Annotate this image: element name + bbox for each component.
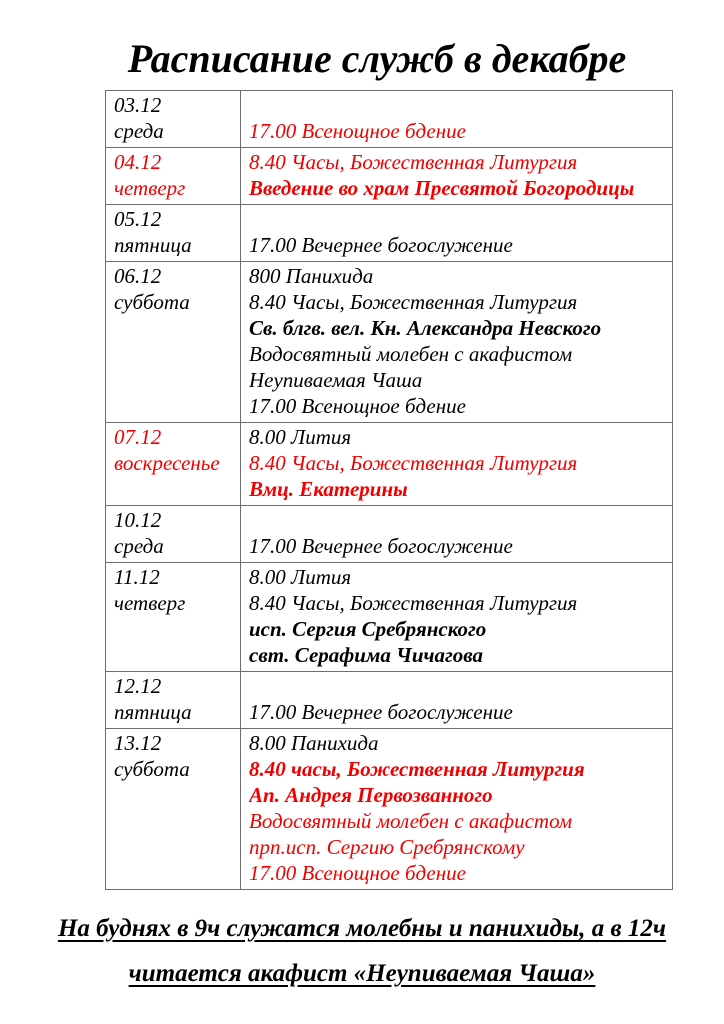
table-row bbox=[106, 423, 673, 506]
table-row bbox=[106, 729, 673, 890]
day-label: среда bbox=[114, 534, 164, 558]
service-line: 8.00 Лития bbox=[249, 425, 352, 449]
date-label: 06.12 bbox=[114, 264, 162, 288]
service-line: исп. Сергия Сребрянского bbox=[249, 617, 487, 641]
services-cell bbox=[241, 672, 673, 729]
table-row bbox=[106, 91, 673, 148]
service-line: 17.00 Всенощное бдение bbox=[249, 119, 466, 143]
date-label: 04.12 bbox=[114, 150, 162, 174]
service-line: 8.40 Часы, Божественная Литургия bbox=[249, 150, 578, 174]
service-line: 800 Панихида bbox=[249, 264, 374, 288]
services-cell bbox=[241, 506, 673, 563]
service-line: 8.40 Часы, Божественная Литургия bbox=[249, 451, 578, 475]
footer-note-line2: читается акафист «Неупиваемая Чаша» bbox=[128, 960, 596, 987]
table-row bbox=[106, 506, 673, 563]
schedule-table bbox=[105, 90, 673, 890]
footer-note-line1: На буднях в 9ч служатся молебны и панихиды, а в 12ч bbox=[57, 915, 667, 942]
date-cell bbox=[106, 423, 241, 506]
date-label: 05.12 bbox=[114, 207, 162, 231]
table-row bbox=[106, 672, 673, 729]
services-cell bbox=[241, 423, 673, 506]
service-line: Неупиваемая Чаша bbox=[249, 368, 423, 392]
table-row bbox=[106, 205, 673, 262]
day-label: среда bbox=[114, 119, 164, 143]
date-cell bbox=[106, 563, 241, 672]
service-line bbox=[249, 673, 666, 699]
service-line bbox=[249, 507, 666, 533]
service-line: 17.00 Вечернее богослужение bbox=[249, 534, 513, 558]
service-line: 17.00 Вечернее богослужение bbox=[249, 233, 513, 257]
service-line bbox=[249, 92, 666, 118]
date-cell bbox=[106, 262, 241, 423]
service-line: Водосвятный молебен с акафистом bbox=[249, 342, 573, 366]
service-line: Введение во храм Пресвятой Богородицы bbox=[249, 176, 635, 200]
table-row bbox=[106, 262, 673, 423]
date-cell bbox=[106, 506, 241, 563]
date-cell bbox=[106, 729, 241, 890]
day-label: воскресенье bbox=[114, 451, 220, 475]
date-label: 13.12 bbox=[114, 731, 162, 755]
service-line: 8.40 часы, Божественная Литургия bbox=[249, 757, 585, 781]
service-line: 8.00 Панихида bbox=[249, 731, 379, 755]
table-row bbox=[106, 563, 673, 672]
service-line: Водосвятный молебен с акафистом bbox=[249, 809, 573, 833]
date-cell bbox=[106, 205, 241, 262]
table-row bbox=[106, 148, 673, 205]
date-label: 10.12 bbox=[114, 508, 162, 532]
services-cell bbox=[241, 262, 673, 423]
day-label: суббота bbox=[114, 757, 190, 781]
service-line: 8.40 Часы, Божественная Литургия bbox=[249, 290, 578, 314]
services-cell bbox=[241, 148, 673, 205]
service-line: Св. блгв. вел. Кн. Александра Невского bbox=[249, 316, 602, 340]
service-line: 17.00 Всенощное бдение bbox=[249, 861, 466, 885]
date-label: 07.12 bbox=[114, 425, 162, 449]
day-label: четверг bbox=[114, 591, 186, 615]
services-cell bbox=[241, 205, 673, 262]
day-label: суббота bbox=[114, 290, 190, 314]
footer-note bbox=[0, 906, 724, 996]
service-line: 8.40 Часы, Божественная Литургия bbox=[249, 591, 578, 615]
services-cell bbox=[241, 91, 673, 148]
schedule-table-body bbox=[106, 91, 673, 890]
day-label: четверг bbox=[114, 176, 186, 200]
date-label: 03.12 bbox=[114, 93, 162, 117]
service-line: Вмц. Екатерины bbox=[249, 477, 408, 501]
date-cell bbox=[106, 148, 241, 205]
date-label: 11.12 bbox=[114, 565, 160, 589]
date-cell bbox=[106, 91, 241, 148]
service-line: 17.00 Вечернее богослужение bbox=[249, 700, 513, 724]
day-label: пятница bbox=[114, 700, 192, 724]
service-line bbox=[249, 206, 666, 232]
services-cell bbox=[241, 729, 673, 890]
service-line: прп.исп. Сергию Сребрянскому bbox=[249, 835, 525, 859]
service-line: 8.00 Лития bbox=[249, 565, 352, 589]
service-line: 17.00 Всенощное бдение bbox=[249, 394, 466, 418]
services-cell bbox=[241, 563, 673, 672]
service-line: Ап. Андрея Первозванного bbox=[249, 783, 493, 807]
page-title: Расписание служб в декабре bbox=[127, 36, 627, 81]
date-label: 12.12 bbox=[114, 674, 162, 698]
service-line: свт. Серафима Чичагова bbox=[249, 643, 484, 667]
date-cell bbox=[106, 672, 241, 729]
day-label: пятница bbox=[114, 233, 192, 257]
